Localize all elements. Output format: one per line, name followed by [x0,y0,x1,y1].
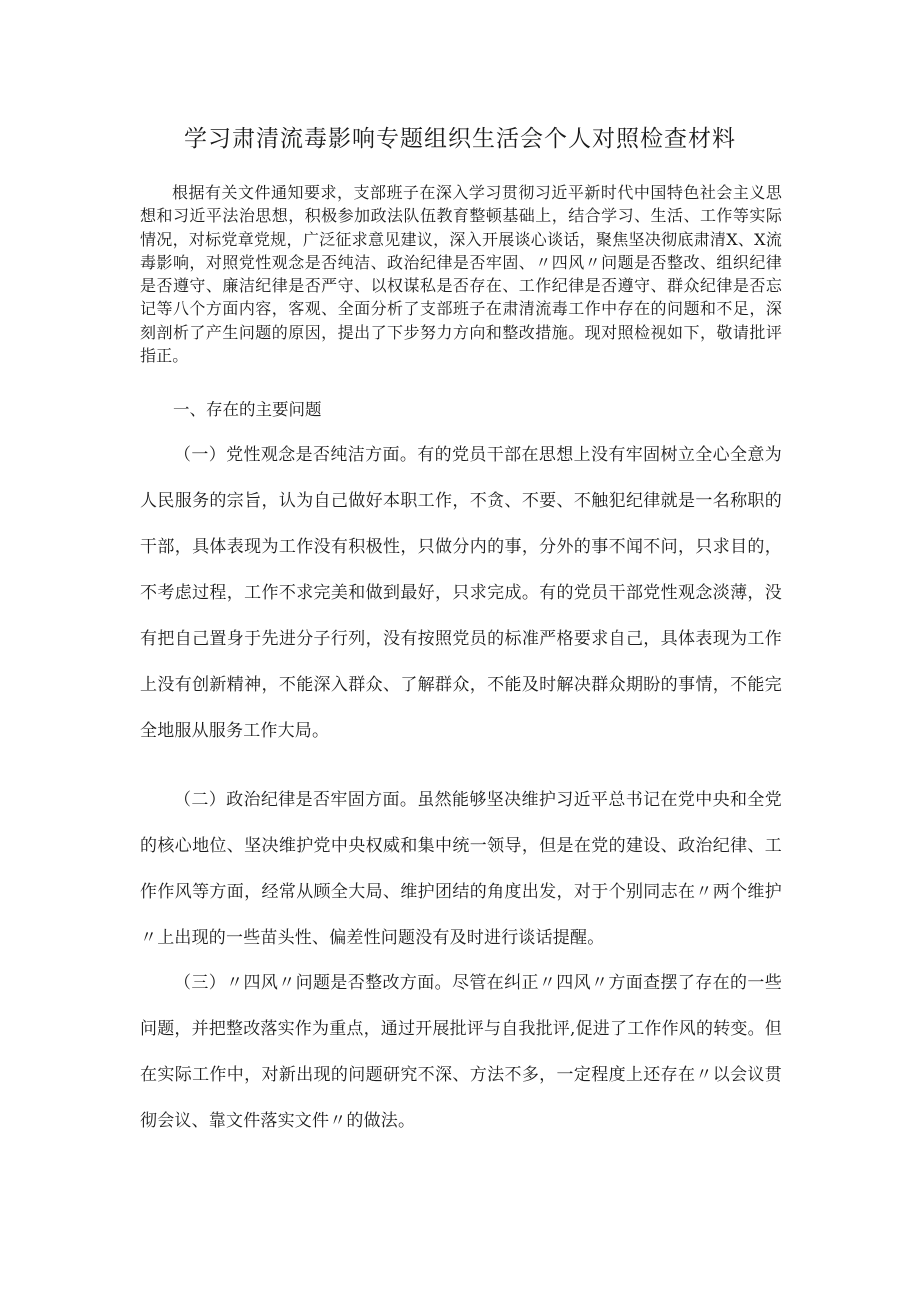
paragraph-four-styles: （三）〃四风〃问题是否整改方面。尽管在纠正〃四风〃方面查摆了存在的一些问题，并把整改落实作为重点，通过开展批评与自我批评,促进了工作作风的转变。但在实际工作中，对新出现的问题研究不深、方法不多，一定程度上还存在〃以会议贯彻会议、靠文件落实文件〃的做法。 [140,973,783,1131]
paragraph-party-spirit: （一）党性观念是否纯洁方面。有的党员干部在思想上没有牢固树立全心全意为人民服务的宗旨，认为自己做好本职工作，不贪、不要、不触犯纪律就是一名称职的干部，具体表现为工作没有积极性，只做分内的事，分外的事不闻不问，只求目的，不考虑过程，工作不求完美和做到最好，只求完成。有的党员干部党性观念淡薄，没有把自己置身于先进分子行列，没有按照党员的标准严格要求自己，具体表现为工作上没有创新精神，不能深入群众、了解群众，不能及时解决群众期盼的事情，不能完全地服从服务工作大局。 [140,445,782,741]
document-title: 学习肃清流毒影响专题组织生活会个人对照检查材料 [184,126,736,152]
intro-paragraph: 根据有关文件通知要求，支部班子在深入学习贯彻习近平新时代中国特色社会主义思想和习近平法治思想，积极参加政法队伍教育整顿基础上，结合学习、生活、工作等实际情况，对标党章党规，广泛征求意见建议，深入开展谈心谈话，聚焦坚决彻底肃清X、X流毒影响，对照党性观念是否纯洁、政治纪律是否牢固、〃四风〃问题是否整改、组织纪律是否遵守、廉洁纪律是否严守、以权谋私是否存在、工作纪律是否遵守、群众纪律是否忘记等八个方面内容，客观、全面分析了支部班子在肃清流毒工作中存在的问题和不足，深刻剖析了产生问题的原因，提出了下步努力方向和整改措施。现对照检视如下，敬请批评指正。 [140,183,782,366]
paragraph-political-discipline: （二）政治纪律是否牢固方面。虽然能够坚决维护习近平总书记在党中央和全党的核心地位、坚决维护党中央权威和集中统一领导，但是在党的建设、政治纪律、工作作风等方面，经常从顾全大局、维护团结的角度出发，对于个别同志在〃两个维护〃上出现的一些苗头性、偏差性问题没有及时进行谈话提醒。 [140,790,782,948]
section-heading: 一、存在的主要问题 [173,400,322,419]
